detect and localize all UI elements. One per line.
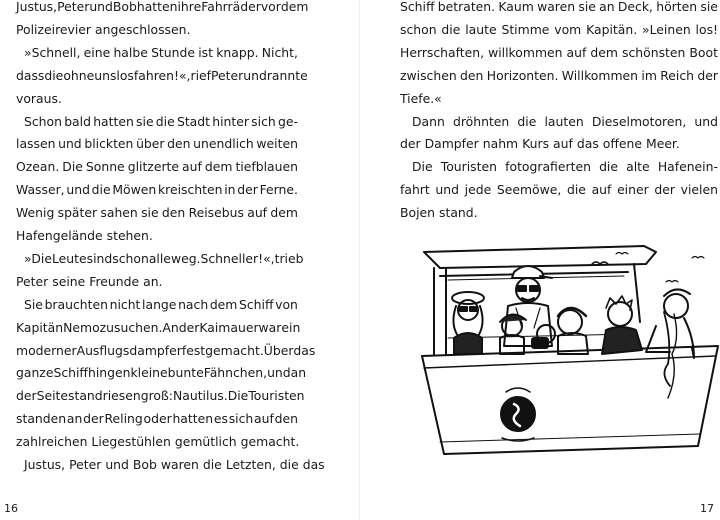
word: der — [83, 411, 104, 427]
word: Letzten, — [225, 457, 276, 472]
text-line — [412, 114, 718, 129]
word: und — [89, 0, 113, 14]
word: den — [167, 136, 191, 152]
text-line — [16, 182, 298, 197]
word: ein — [281, 319, 301, 335]
word: jede — [464, 182, 492, 198]
word: Ferne. — [259, 182, 298, 198]
word: rannte — [266, 67, 308, 83]
word: bald — [64, 113, 91, 129]
word: An — [162, 319, 179, 335]
word: angeschlossen. — [95, 21, 191, 37]
word: suchen. — [114, 319, 163, 335]
word: dem — [209, 296, 238, 312]
word: festgemacht. — [181, 342, 264, 358]
word: hatten — [93, 113, 134, 129]
word: Reich — [660, 67, 695, 83]
word: Dann — [412, 113, 445, 129]
word: war — [258, 319, 282, 335]
word: sich — [251, 113, 276, 129]
word: sahen — [100, 205, 138, 221]
word: waren — [537, 0, 576, 14]
word: hinter — [212, 113, 249, 129]
word: lange — [142, 296, 177, 312]
word: dem — [204, 159, 233, 175]
page-number-right: 17 — [700, 502, 714, 515]
word: seine — [52, 273, 86, 289]
word: willkommen — [488, 44, 563, 60]
word: schon — [112, 250, 149, 266]
word: Bojen — [400, 205, 435, 221]
word: Kurs — [522, 136, 550, 152]
word: knapp. — [216, 44, 259, 60]
word: der — [178, 319, 200, 335]
word: in — [224, 182, 236, 198]
word: sie — [578, 0, 596, 14]
word: weiten — [256, 136, 298, 152]
word: tiefblauen — [235, 159, 298, 175]
word: Bob — [112, 0, 137, 14]
word: Hafengelände — [16, 228, 103, 243]
word: Peter — [16, 273, 49, 289]
word: hingen — [87, 365, 131, 381]
word: Nautilus. — [172, 388, 228, 404]
word: lauten — [544, 113, 584, 129]
word: die — [91, 182, 111, 198]
word: die — [279, 457, 299, 472]
text-line — [16, 22, 298, 37]
word: »Die — [24, 250, 52, 266]
word: später — [57, 205, 98, 221]
word: Boot — [689, 44, 718, 60]
word: vom — [554, 21, 582, 37]
word: nahm — [482, 136, 519, 152]
word: rief — [190, 67, 212, 83]
text-line — [400, 136, 718, 151]
word: schon — [400, 21, 437, 37]
word: Justus, — [16, 0, 58, 14]
word: und — [66, 182, 90, 198]
word: moderner — [16, 342, 77, 358]
word: und — [267, 365, 291, 381]
word: Touristen — [440, 159, 497, 175]
word: im — [641, 67, 657, 83]
word: Seite — [36, 388, 69, 404]
word: Schiff — [239, 296, 274, 312]
word: ihre — [177, 0, 202, 14]
word: Herrschaften, — [400, 44, 485, 60]
word: das — [293, 342, 316, 358]
word: eine — [83, 44, 111, 60]
word: und — [58, 136, 82, 152]
word: Kapitän. — [586, 21, 638, 37]
text-line — [400, 68, 718, 83]
word: die — [599, 159, 618, 175]
word: sie — [141, 205, 159, 221]
word: Wasser, — [16, 182, 65, 198]
word: vor — [260, 0, 281, 14]
word: auf — [182, 159, 202, 175]
text-line — [400, 182, 718, 197]
word: Ausflugsdampfer — [76, 342, 182, 358]
word: nicht — [109, 296, 141, 312]
word: Die — [412, 159, 433, 175]
word: an — [66, 411, 83, 427]
word: Über — [263, 342, 294, 358]
word: die — [44, 67, 64, 83]
text-line — [16, 365, 307, 381]
text-line — [16, 342, 316, 358]
word: offene — [602, 136, 642, 152]
word: Die — [62, 159, 83, 175]
word: die — [155, 113, 175, 129]
word: der — [237, 182, 258, 198]
word: Freunde — [89, 273, 140, 289]
word: Deck, — [617, 0, 653, 14]
text-line — [16, 0, 309, 14]
word: Stadt — [176, 113, 210, 129]
word: Möwen — [112, 182, 157, 198]
word: sind — [86, 250, 113, 266]
word: dem — [270, 205, 298, 221]
word: Peter — [211, 67, 244, 83]
word: Peter — [57, 0, 90, 14]
word: Sonne — [85, 159, 125, 175]
book-gutter — [359, 0, 360, 520]
word: an. — [143, 273, 163, 289]
word: und — [243, 67, 267, 83]
word: Stunde — [151, 44, 195, 60]
word: zahlreichen — [16, 434, 88, 450]
word: und — [435, 182, 459, 198]
word: Kaimauer — [199, 319, 259, 335]
word: kleine — [130, 365, 168, 381]
word: alle — [148, 250, 171, 266]
text-line — [24, 114, 298, 129]
word: die — [441, 21, 461, 37]
word: riesengroß: — [102, 388, 173, 404]
word: waren — [160, 457, 199, 472]
word: Dieselmotoren, — [591, 113, 687, 129]
word: über — [136, 136, 165, 152]
text-line — [24, 45, 298, 60]
word: der — [654, 182, 675, 198]
word: an — [290, 365, 307, 381]
text-line — [16, 205, 298, 220]
word: und — [105, 457, 129, 472]
word: Fähnchen, — [203, 365, 268, 381]
word: und — [694, 113, 718, 129]
word: Sie — [24, 296, 43, 312]
word: betraten. — [437, 0, 496, 14]
word: auf — [254, 411, 274, 427]
word: Leute — [51, 250, 87, 266]
text-line — [16, 91, 298, 106]
word: Willkommen — [561, 67, 639, 83]
word: zwischen — [400, 67, 457, 83]
word: Reisebus — [188, 205, 244, 221]
word: von — [275, 296, 298, 312]
word: stand — [68, 388, 103, 404]
word: trieb — [274, 250, 304, 266]
word: ganze — [16, 365, 54, 381]
text-line — [400, 22, 718, 37]
text-line — [400, 0, 718, 14]
word: Reling — [104, 411, 143, 427]
word: kreischten — [157, 182, 223, 198]
word: Schon — [24, 113, 62, 129]
word: losfahren!«, — [116, 67, 191, 83]
word: Bob — [132, 457, 157, 472]
word: gemacht. — [240, 434, 300, 450]
page-number-left: 16 — [4, 502, 18, 515]
word: Wenig — [16, 205, 55, 221]
text-line — [16, 67, 308, 83]
text-line — [16, 388, 305, 404]
word: los! — [695, 21, 718, 37]
word: Die — [227, 388, 249, 404]
word: Dampfer — [424, 136, 479, 152]
word: Liegestühlen — [91, 434, 171, 450]
word: laute — [465, 21, 497, 37]
word: auf — [247, 205, 268, 221]
word: Peter — [69, 457, 102, 472]
word: hatten — [136, 0, 178, 14]
word: den — [161, 205, 186, 221]
word: Kapitän — [16, 319, 64, 335]
word: dem — [590, 44, 618, 60]
text-line — [24, 457, 325, 472]
word: einer — [617, 182, 649, 198]
word: der — [400, 136, 421, 152]
word: stehen. — [106, 228, 153, 243]
word: an — [599, 0, 615, 14]
word: das — [576, 136, 599, 152]
word: Schneller!«, — [200, 250, 275, 266]
word: die — [517, 113, 537, 129]
text-line — [24, 250, 304, 266]
word: unendlich — [193, 136, 254, 152]
word: den — [460, 67, 484, 83]
word: standen — [16, 411, 67, 427]
boat-illustration — [420, 242, 720, 474]
word: »Schnell, — [24, 44, 81, 60]
word: fotografierten — [505, 159, 591, 175]
word: »Leinen — [642, 21, 691, 37]
word: Nicht, — [261, 44, 298, 60]
word: auf — [566, 44, 587, 60]
text-line — [16, 159, 298, 174]
word: Seemöwe, — [496, 182, 562, 198]
word: Ozean. — [16, 159, 60, 175]
text-line — [16, 319, 301, 335]
word: den — [274, 411, 298, 427]
text-line — [412, 159, 718, 174]
word: voraus. — [16, 90, 62, 106]
word: gemütlich — [174, 434, 237, 450]
word: sich — [228, 411, 254, 427]
word: blickten — [84, 136, 134, 152]
word: ist — [198, 44, 213, 60]
word: hatten — [172, 411, 214, 427]
text-line — [400, 205, 718, 220]
text-line — [16, 136, 298, 151]
word: es — [213, 411, 228, 427]
word: halbe — [113, 44, 148, 60]
word: dem — [280, 0, 309, 14]
text-line — [16, 228, 298, 243]
word: oder — [143, 411, 172, 427]
word: auf — [591, 182, 612, 198]
text-line — [400, 91, 718, 106]
word: zu — [99, 319, 115, 335]
word: schönsten — [622, 44, 686, 60]
word: hörten — [656, 0, 698, 14]
word: der — [16, 388, 37, 404]
text-line — [400, 45, 718, 60]
word: fahrt — [400, 182, 430, 198]
word: alte — [626, 159, 650, 175]
word: das — [302, 457, 325, 472]
word: lassen — [16, 136, 56, 152]
word: bunte — [167, 365, 204, 381]
word: Nemo — [63, 319, 100, 335]
word: weg. — [170, 250, 201, 266]
word: Hafenein- — [657, 159, 718, 175]
text-line — [16, 274, 298, 289]
word: Justus, — [24, 457, 66, 472]
word: dass — [16, 67, 45, 83]
word: die — [567, 182, 586, 198]
word: brauchten — [44, 296, 108, 312]
word: uns — [94, 67, 117, 83]
word: ge- — [277, 113, 298, 129]
word: Schiff — [53, 365, 88, 381]
word: nach — [178, 296, 209, 312]
word: dröhnten — [452, 113, 510, 129]
text-line — [16, 411, 298, 426]
word: Horizonten. — [486, 67, 559, 83]
text-line — [24, 297, 298, 312]
word: Meer. — [646, 136, 680, 152]
word: Kaum — [498, 0, 534, 14]
text-line — [16, 434, 298, 449]
word: Touristen — [248, 388, 305, 404]
word: Stimme — [501, 21, 550, 37]
word: Tiefe.« — [400, 90, 442, 106]
word: Fahrräder — [201, 0, 261, 14]
word: der — [697, 67, 718, 83]
word: stand. — [439, 205, 478, 221]
word: glitzerte — [127, 159, 180, 175]
word: Polizeirevier — [16, 21, 92, 37]
word: sie — [136, 113, 154, 129]
word: die — [202, 457, 222, 472]
word: Schiff — [400, 0, 435, 14]
word: ohne — [63, 67, 95, 83]
word: auf — [553, 136, 573, 152]
word: sie — [700, 0, 718, 14]
word: vielen — [680, 182, 718, 198]
